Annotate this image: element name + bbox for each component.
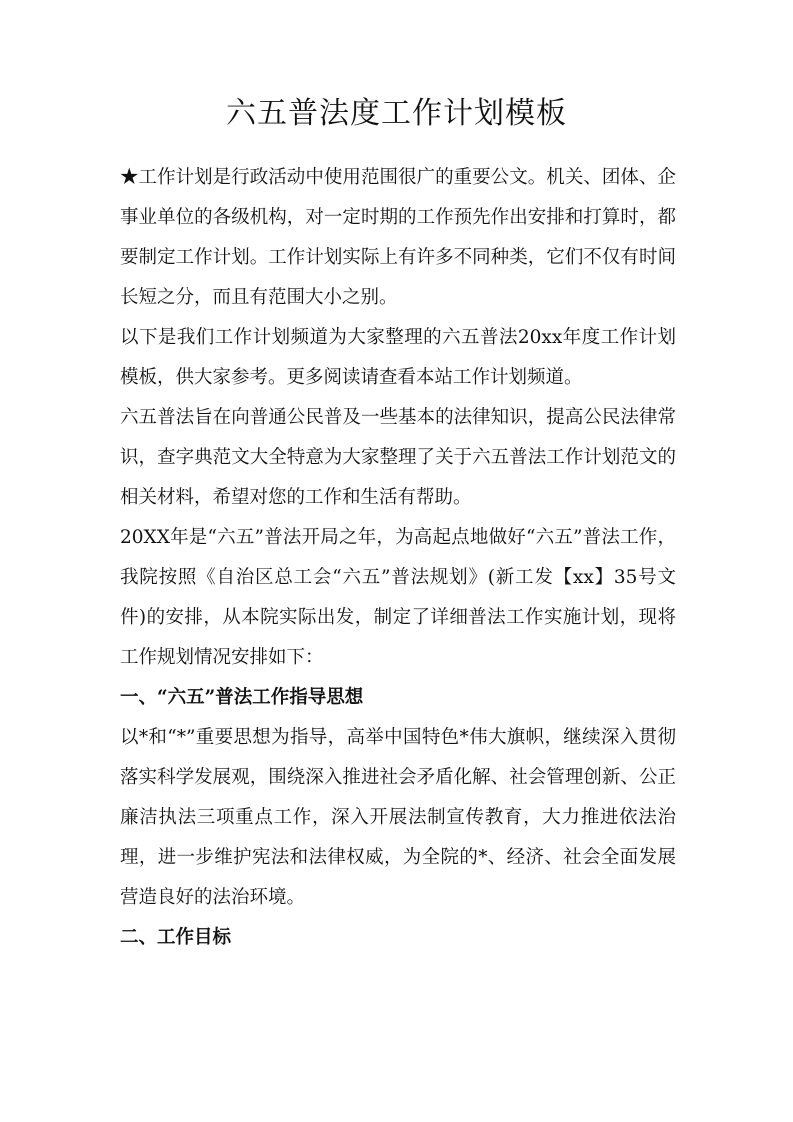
section-heading-work-goals: 二、工作目标	[120, 927, 232, 948]
paragraph-plan-background: 20XX年是“六五”普法开局之年，为高起点地做好“六五”普法工作，我院按照《自治区总工会“六五”普法规划》(新工发【xx】35号文件)的安排，从本院实际出发，制定了详细普法工作实施计划，现将工作规划情况安排如下：	[120, 527, 676, 668]
document-title: 六五普法度工作计划模板	[226, 96, 567, 131]
paragraph-purpose: 六五普法旨在向普通公民普及一些基本的法律知识，提高公民法律常识，查字典范文大全特意为大家整理了关于六五普法工作计划范文的相关材料，希望对您的工作和生活有帮助。	[120, 407, 676, 508]
section-heading-guiding-ideology: 一、“六五”普法工作指导思想	[120, 687, 364, 708]
paragraph-intro: ★工作计划是行政活动中使用范围很广的重要公文。机关、团体、企事业单位的各级机构，对一定时期的工作预先作出安排和打算时，都要制定工作计划。工作计划实际上有许多不同种类，它们不仅有时间长短之分，而且有范围大小之别。	[120, 167, 676, 308]
paragraph-channel-note: 以下是我们工作计划频道为大家整理的六五普法20xx年度工作计划模板，供大家参考。更多阅读请查看本站工作计划频道。	[120, 327, 676, 388]
paragraph-guiding-ideology: 以*和“*”重要思想为指导，高举中国特色*伟大旗帜，继续深入贯彻落实科学发展观，围绕深入推进社会矛盾化解、社会管理创新、公正廉洁执法三项重点工作，深入开展法制宣传教育，大力推进依法治理，进一步维护宪法和法律权威，为全院的*、经济、社会全面发展营造良好的法治环境。	[120, 727, 676, 908]
